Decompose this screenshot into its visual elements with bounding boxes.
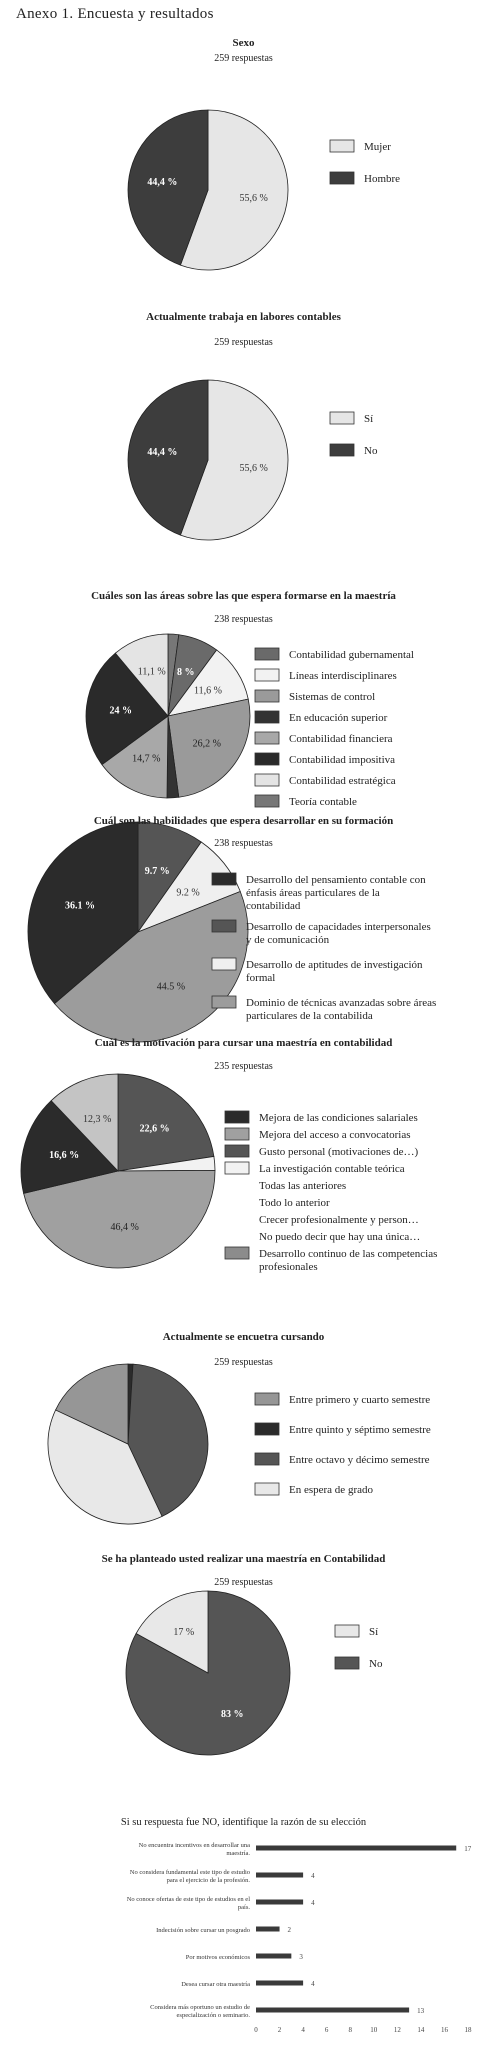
legend-label-habilidades-0-1: énfasis áreas particulares de la: [246, 887, 380, 899]
legend-label-motivacion-8: Desarrollo continuo de las competencias: [259, 1248, 438, 1260]
bar-6: [256, 2008, 409, 2013]
legend-label-habilidades-1: Desarrollo de capacidades interpersonales: [246, 921, 431, 933]
bar-3: [256, 1927, 280, 1932]
pie-label-areas-6: 24 %: [109, 705, 133, 717]
bar-1: [256, 1873, 303, 1878]
legend-label-habilidades-3: Dominio de técnicas avanzadas sobre áreas: [246, 997, 437, 1009]
bar-chart-razon: [127, 1842, 472, 2034]
legend-swatch-habilidades-3: [212, 996, 236, 1008]
legend-label-cursando-0: Entre primero y cuarto semestre: [289, 1394, 431, 1406]
legend-label-sexo-1: Hombre: [364, 173, 401, 185]
bar-value-4: 3: [299, 1953, 303, 1961]
bar-4: [256, 1954, 291, 1959]
x-tick-5: 10: [370, 2026, 378, 2034]
legend-swatch-areas-6: [255, 774, 279, 786]
legend-label-habilidades-3-1: particulares de la contabilida: [246, 1010, 373, 1022]
pie-label-planteado-0: 83 %: [220, 1708, 244, 1720]
legend-label-motivacion-3: La investigación contable teórica: [259, 1163, 405, 1175]
pie-label-sexo-1: 44,4 %: [147, 176, 178, 188]
legend-swatch-areas-7: [255, 795, 279, 807]
legend-swatch-cursando-3: [255, 1483, 279, 1495]
legend-label-trabaja-1: No: [364, 445, 378, 457]
pie-label-motivacion-2: 46,4 %: [110, 1221, 139, 1233]
bar-value-0: 17: [464, 1845, 472, 1853]
bar-value-1: 4: [311, 1872, 315, 1880]
pie-label-areas-5: 14,7 %: [132, 753, 161, 765]
pie-planteado: [126, 1591, 383, 1755]
legend-swatch-planteado-0: [335, 1625, 359, 1637]
bar-2: [256, 1900, 303, 1905]
legend-label-motivacion-5: Todo lo anterior: [259, 1197, 330, 1209]
bar-value-2: 4: [311, 1899, 315, 1907]
legend-label-cursando-2: Entre octavo y décimo semestre: [289, 1454, 430, 1466]
chart-subtitle-motivacion: 235 respuestas: [214, 1061, 273, 1072]
legend-label-sexo-0: Mujer: [364, 141, 391, 153]
pie-label-motivacion-3: 16,6 %: [49, 1149, 80, 1161]
bar-value-6: 13: [417, 2007, 425, 2015]
legend-label-motivacion-8-1: profesionales: [259, 1261, 318, 1273]
pie-label-habilidades-0: 9.7 %: [144, 866, 170, 878]
pie-areas: [86, 634, 414, 808]
legend-label-habilidades-0-2: contabilidad: [246, 900, 301, 912]
pie-label-motivacion-0: 22,6 %: [139, 1123, 170, 1135]
chart-title-planteado: Se ha planteado usted realizar una maestría en Contabilidad: [101, 1553, 386, 1565]
legend-label-areas-0: Contabilidad gubernamental: [289, 649, 414, 661]
pie-label-areas-3: 26,2 %: [192, 738, 221, 750]
pie-label-trabaja-0: 55,6 %: [239, 463, 268, 475]
legend-swatch-cursando-2: [255, 1453, 279, 1465]
chart-title-motivacion: Cuál es la motivación para cursar una maestría en contabilidad: [94, 1037, 393, 1049]
legend-swatch-motivacion-0: [225, 1111, 249, 1123]
bar-category-label-1-1: para el ejercicio de la profesión.: [166, 1877, 250, 1884]
legend-label-areas-4: Contabilidad financiera: [289, 733, 393, 745]
x-tick-8: 16: [440, 2026, 448, 2034]
pie-label-areas-2: 11,6 %: [194, 685, 222, 697]
legend-label-motivacion-7: No puedo decir que hay una única…: [259, 1231, 421, 1243]
legend-label-motivacion-4: Todas las anteriores: [259, 1180, 347, 1192]
legend-swatch-areas-5: [255, 753, 279, 765]
legend-label-areas-7: Teoría contable: [289, 796, 357, 808]
chart-subtitle-trabaja: 259 respuestas: [214, 337, 273, 348]
chart-subtitle-areas: 238 respuestas: [214, 614, 273, 625]
legend-label-planteado-0: Sí: [369, 1626, 379, 1638]
legend-label-motivacion-1: Mejora del acceso a convocatorias: [259, 1129, 411, 1141]
bar-value-3: 2: [287, 1926, 292, 1934]
bar-5: [256, 1981, 303, 1986]
pie-habilidades: [28, 822, 436, 1042]
pie-label-areas-1: 8 %: [177, 666, 195, 678]
legend-label-trabaja-0: Sí: [364, 413, 374, 425]
legend-swatch-motivacion-2: [225, 1145, 249, 1157]
legend-swatch-motivacion-1: [225, 1128, 249, 1140]
legend-label-cursando-3: En espera de grado: [289, 1484, 373, 1496]
legend-label-habilidades-2: Desarrollo de aptitudes de investigación: [246, 959, 423, 971]
legend-swatch-areas-4: [255, 732, 279, 744]
legend-swatch-trabaja-0: [330, 412, 354, 424]
legend-label-areas-2: Sistemas de control: [289, 691, 376, 703]
bar-value-5: 4: [311, 1980, 315, 1988]
x-tick-1: 2: [277, 2026, 282, 2034]
legend-label-habilidades-1-1: y de comunicación: [246, 934, 330, 946]
legend-swatch-motivacion-3: [225, 1162, 249, 1174]
chart-title-habilidades: Cuál son las habilidades que espera desarrollar en su formación: [93, 815, 394, 827]
pie-cursando: [48, 1364, 431, 1524]
legend-label-motivacion-0: Mejora de las condiciones salariales: [259, 1112, 418, 1124]
bar-category-label-0: No encuentra incentivos en desarrollar una: [138, 1842, 250, 1849]
pie-label-sexo-0: 55,6 %: [239, 193, 268, 205]
legend-swatch-areas-1: [255, 669, 279, 681]
chart-title-trabaja: Actualmente trabaja en labores contables: [146, 311, 341, 323]
bar-category-label-5: Desea cursar otra maestría: [181, 1981, 250, 1988]
legend-swatch-sexo-1: [330, 172, 354, 184]
legend-swatch-areas-0: [255, 648, 279, 660]
legend-swatch-cursando-0: [255, 1393, 279, 1405]
x-tick-3: 6: [324, 2026, 329, 2034]
pie-label-habilidades-2: 44.5 %: [156, 981, 186, 993]
pie-motivacion: [21, 1074, 437, 1273]
legend-swatch-habilidades-2: [212, 958, 236, 970]
legend-swatch-motivacion-8: [225, 1247, 249, 1259]
legend-swatch-habilidades-1: [212, 920, 236, 932]
pie-label-areas-7: 11,1 %: [137, 666, 166, 678]
x-tick-4: 8: [348, 2026, 352, 2034]
legend-label-areas-3: En educación superior: [289, 712, 388, 724]
legend-swatch-planteado-1: [335, 1657, 359, 1669]
legend-swatch-sexo-0: [330, 140, 354, 152]
pie-label-motivacion-4: 12,3 %: [82, 1113, 112, 1125]
x-tick-6: 12: [393, 2026, 401, 2034]
bar-category-label-4: Por motivos económicos: [185, 1954, 250, 1961]
bar-category-label-2-1: país.: [237, 1904, 250, 1911]
pie-sexo: [128, 110, 400, 270]
bar-category-label-0-1: maestría.: [226, 1850, 250, 1857]
legend-label-areas-6: Contabilidad estratégica: [289, 775, 396, 787]
chart-subtitle-planteado: 259 respuestas: [214, 1577, 273, 1588]
legend-swatch-areas-3: [255, 711, 279, 723]
legend-label-cursando-1: Entre quinto y séptimo semestre: [289, 1424, 431, 1436]
pie-label-habilidades-1: 9.2 %: [176, 887, 200, 899]
legend-label-motivacion-6: Crecer profesionalmente y person…: [259, 1214, 419, 1226]
legend-label-planteado-1: No: [369, 1658, 383, 1670]
legend-label-areas-5: Contabilidad impositiva: [289, 754, 396, 766]
bar-0: [256, 1846, 456, 1851]
legend-swatch-cursando-1: [255, 1423, 279, 1435]
pie-label-planteado-1: 17 %: [173, 1627, 195, 1639]
chart-subtitle-habilidades: 238 respuestas: [214, 838, 273, 849]
chart-title-sexo: Sexo: [232, 37, 255, 49]
pie-label-habilidades-3: 36.1 %: [65, 900, 96, 912]
legend-label-motivacion-2: Gusto personal (motivaciones de…): [259, 1146, 419, 1158]
legend-swatch-trabaja-1: [330, 444, 354, 456]
legend-swatch-areas-2: [255, 690, 279, 702]
x-tick-0: 0: [254, 2026, 258, 2034]
chart-title-razon: Si su respuesta fue NO, identifique la razón de su elección: [120, 1817, 367, 1828]
pie-trabaja: [128, 380, 378, 540]
bar-category-label-1: No considera fundamental este tipo de estudio: [129, 1869, 250, 1876]
chart-title-cursando: Actualmente se encuetra cursando: [162, 1331, 325, 1343]
chart-title-areas: Cuáles son las áreas sobre las que espera formarse en la maestría: [91, 590, 396, 602]
bar-category-label-6-1: especialización o seminario.: [176, 2012, 250, 2019]
bar-category-label-3: Indecisión sobre cursar un posgrado: [156, 1927, 250, 1934]
bar-category-label-6: Considera más oportuno un estudio de: [150, 2004, 250, 2011]
bar-category-label-2: No conoce ofertas de este tipo de estudios en el: [126, 1896, 250, 1903]
legend-label-habilidades-2-1: formal: [246, 972, 276, 984]
chart-subtitle-sexo: 259 respuestas: [214, 53, 273, 64]
legend-label-habilidades-0: Desarrollo del pensamiento contable con: [246, 874, 426, 886]
legend-label-areas-1: Líneas interdisciplinares: [289, 670, 397, 682]
x-tick-2: 4: [301, 2026, 305, 2034]
x-tick-9: 18: [464, 2026, 472, 2034]
x-tick-7: 14: [417, 2026, 425, 2034]
legend-swatch-habilidades-0: [212, 873, 236, 885]
chart-subtitle-cursando: 259 respuestas: [214, 1357, 273, 1368]
page-title: Anexo 1. Encuesta y resultados: [16, 6, 214, 22]
pie-label-trabaja-1: 44,4 %: [147, 446, 178, 458]
